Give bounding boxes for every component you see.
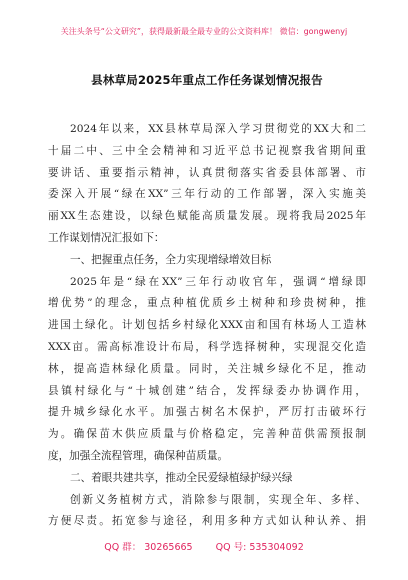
paragraph-line: 度，加强全流程管理，确保种苗质量。: [48, 450, 229, 462]
paragraph-line: 林，提高造林绿化质量。同时，关注城乡绿化不足，推动: [48, 362, 366, 375]
qq-number: QQ 号: 535304092: [215, 542, 304, 553]
paragraph-line: 县镇村绿化与“十城创建”结合，发挥绿委办协调作用，: [48, 384, 366, 397]
section-heading-2: 二、着眼共建共享，推动全民爱绿植绿护绿兴绿: [70, 471, 293, 484]
paragraph-line: 十届二中、三中全会精神和习近平总书记视察我省期间重: [48, 144, 366, 157]
paragraph-line: 为。确保苗木供应质量与价格稳定，完善种苗供需预报制: [48, 428, 366, 441]
paragraph-line: 2024年以来，XX县林草局深入学习贯彻党的XX大和二: [70, 123, 366, 135]
qq-group: QQ 群： 30265665: [104, 542, 193, 553]
footer-contact: [0, 539, 408, 553]
paragraph-line: 创新义务植树方式，消除参与限制，实现全年、多样、: [70, 493, 366, 506]
paragraph-line: 丽XX生态建设，以绿色赋能高质量发展。现将我局2025年: [48, 210, 366, 223]
paragraph-line: 提升城乡绿化水平。加强古树名木保护，严厉打击破坏行: [48, 406, 366, 419]
paragraph-line: 方便尽责。拓宽参与途径，利用多种方式如认种认养、捐: [48, 515, 366, 528]
paragraph-line: 增优势”的理念，重点种植优质乡土树种和珍贵树种，推: [48, 297, 366, 310]
paragraph-line: 要讲话、重要指示精神，认真贯彻落实省委县体部署、市: [48, 166, 366, 179]
document-title: 县林草局2025年重点工作任务谋划情况报告: [91, 73, 323, 87]
paragraph-line: 2025年是“绿在XX”三年行动收官年，强调“增绿即: [70, 275, 366, 288]
top-promo-banner: 关注头条号“公文研究”，获得最新最全最专业的公文资料库！ 微信：gongwenyj: [60, 27, 348, 36]
paragraph-line: 工作谋划情况汇报如下：: [48, 232, 165, 244]
paragraph-line: XXX亩。需高标准设计布局，科学选择树种，实现混交化造: [48, 341, 366, 353]
paragraph-line: 委深入开展“绿在XX”三年行动的工作部署，深入实施美: [48, 188, 366, 201]
paragraph-line: 进国土绿化。计划包括乡村绿化XXX亩和国有林场人工造林: [48, 319, 366, 332]
section-heading-1: 一、把握重点任务，全力实现增绿增效目标: [70, 253, 272, 266]
